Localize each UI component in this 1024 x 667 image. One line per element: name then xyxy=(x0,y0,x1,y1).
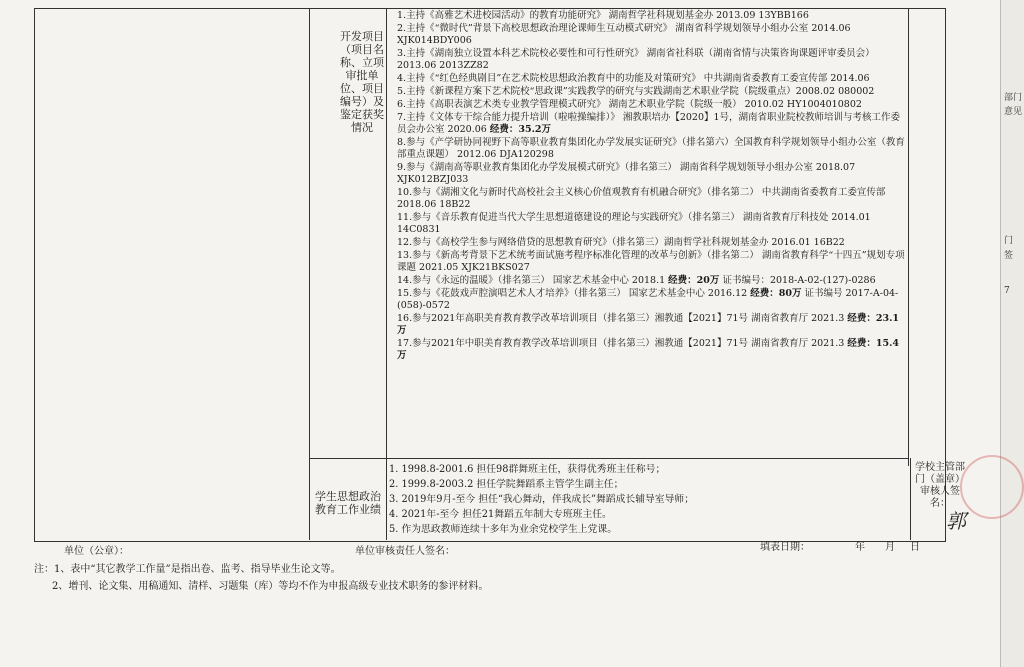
project-item: 8.参与《产学研协同视野下高等职业教育集团化办学发展实证研究》（排名第六）全国教育科学规划领导小组办公室（教育部重点课题） 2012.06 DJA120298 xyxy=(397,137,905,160)
project-item: 9.参与《湖南高等职业教育集团化办学发展模式研究》（排名第三） 湖南省科学规划领导小组办公室 2018.07 XJK012BZJ033 xyxy=(397,162,856,185)
edu-list xyxy=(389,462,909,537)
divider-label-column xyxy=(309,8,310,540)
project-item: 5.主持《新课程方案下艺术院校“思政课”实践教学的研究与实践湖南艺术职业学院（院级重点）2008.02 080002 xyxy=(397,86,875,97)
date-label: 填表日期： xyxy=(760,542,810,553)
project-item: 10.参与《湖湘文化与新时代高校社会主义核心价值观教育有机融合研究》（排名第二） 中共湖南省委教育工委宣传部 2018.06 18B22 xyxy=(397,187,886,210)
divider-content-column xyxy=(386,8,387,540)
side-mark-1: 部门 xyxy=(1004,93,1023,103)
edu-item: 3. 2019年9月-至今 担任“我心舞动，伴我成长”舞蹈成长辅导室导师； xyxy=(389,494,694,505)
reviewer-label: 单位审核责任人签名： xyxy=(355,546,455,557)
project-item: 3.主持《湖南独立设置本科艺术院校必要性和可行性研究》 湖南省社科联（湖南省情与决策咨询课题评审委员会） 2013.06 2013ZZ82 xyxy=(397,48,875,71)
side-mark-5: 7 xyxy=(1004,286,1010,296)
unit-label: 单位（公章）： xyxy=(64,546,129,557)
project-item: 1.主持《高雅艺术进校园活动》的教育功能研究》 湖南哲学社科规划基金办 2013.09 13YBB166 xyxy=(397,10,809,21)
edu-item: 4. 2021年-至今 担任21舞蹈五年制大专班班主任。 xyxy=(389,509,612,520)
project-item: 11.参与《音乐教育促进当代大学生思想道德建设的理论与实践研究》（排名第三） 湖南省教育厅科技处 2014.01 14C0831 xyxy=(397,212,871,235)
side-mark-3: 门 xyxy=(1004,236,1014,246)
project-item: 12.参与《高校学生参与网络借贷的思想教育研究》（排名第三）湖南哲学社科规划基金办 2016.01 16B22 xyxy=(397,237,845,248)
project-item: 14.参与《永远的温暖》（排名第三） 国家艺术基金中心 2018.1 经费：20万 证书编号：2018-A-02-(127)-0286 xyxy=(397,275,876,286)
project-label: 开发项目（项目名称、立项审批单位、项目编号）及鉴定获奖情况 xyxy=(340,30,384,134)
month-label: 月 xyxy=(885,542,895,553)
review-label: 学校主管部门（盖章）审核人签名： xyxy=(915,462,965,509)
side-mark-2: 意见 xyxy=(1004,107,1023,117)
project-item: 13.参与《新高考背景下艺术统考面试施考程序标准化管理的改革与创新》（排名第二） 湖南省教育科学“十四五”规划专项课题 2021.05 XJK21BKS027 xyxy=(397,250,905,273)
project-item: 2.主持《“微时代”背景下高校思想政治理论课师生互动模式研究》 湖南省科学规划领导小组办公室 2014.06 XJK014BDY006 xyxy=(397,23,851,46)
divider-section xyxy=(309,458,908,459)
project-item: 7.主持《文体专干综合能力提升培训（啦啦操编排）》 湘教职培办【2020】1号，湖南省职业院校教师培训与考核工作委员会办公室 2020.06 经费：35.2万 xyxy=(397,112,901,135)
edu-item: 5. 作为思政教师连续十多年为业余党校学生上党课。 xyxy=(389,524,617,535)
project-item: 15.参与《花鼓戏声腔演唱艺术人才培养》（排名第三） 国家艺术基金中心 2016.12 经费：80万 证书编号 2017-A-04-(058)-0572 xyxy=(397,288,899,311)
side-mark-4: 签 xyxy=(1004,251,1014,261)
red-seal xyxy=(960,455,1024,519)
year-label: 年 xyxy=(855,542,865,553)
signature: 郭 xyxy=(946,509,966,533)
project-item: 16.参与2021年高职美育教育教学改革培训项目（排名第三）湘教通【2021】71号 湖南省教育厅 2021.3 经费：23.1万 xyxy=(397,313,900,336)
edu-label: 学生思想政治教育工作业绩 xyxy=(315,490,381,516)
project-item: 4.主持《“红色经典剧目”在艺术院校思想政治教育中的功能及对策研究》 中共湖南省委教育工委宣传部 2014.06 xyxy=(397,73,870,84)
divider-stamp xyxy=(910,458,911,540)
edu-item: 1. 1998.8-2001.6 担任98群舞班主任，获得优秀班主任称号； xyxy=(389,464,666,475)
note-2: 2、增刊、论文集、用稿通知、清样、习题集（库）等均不作为申报高级专业技术职务的参评材料。 xyxy=(52,581,489,592)
project-list xyxy=(397,10,905,363)
project-item: 17.参与2021年中职美育教育教学改革培训项目（排名第三）湘教通【2021】71号 湖南省教育厅 2021.3 经费：15.4万 xyxy=(397,338,900,361)
note-1: 注：1、表中“其它教学工作量”是指出卷、监考、指导毕业生论文等。 xyxy=(34,564,341,575)
project-item: 6.主持《高职表演艺术类专业教学管理模式研究》 湖南艺术职业学院（院级一般） 2010.02 HY1004010802 xyxy=(397,99,862,110)
divider-right xyxy=(908,8,909,466)
edu-item: 2. 1999.8-2003.2 担任学院舞蹈系主管学生副主任； xyxy=(389,479,624,490)
day-label: 日 xyxy=(910,542,920,553)
